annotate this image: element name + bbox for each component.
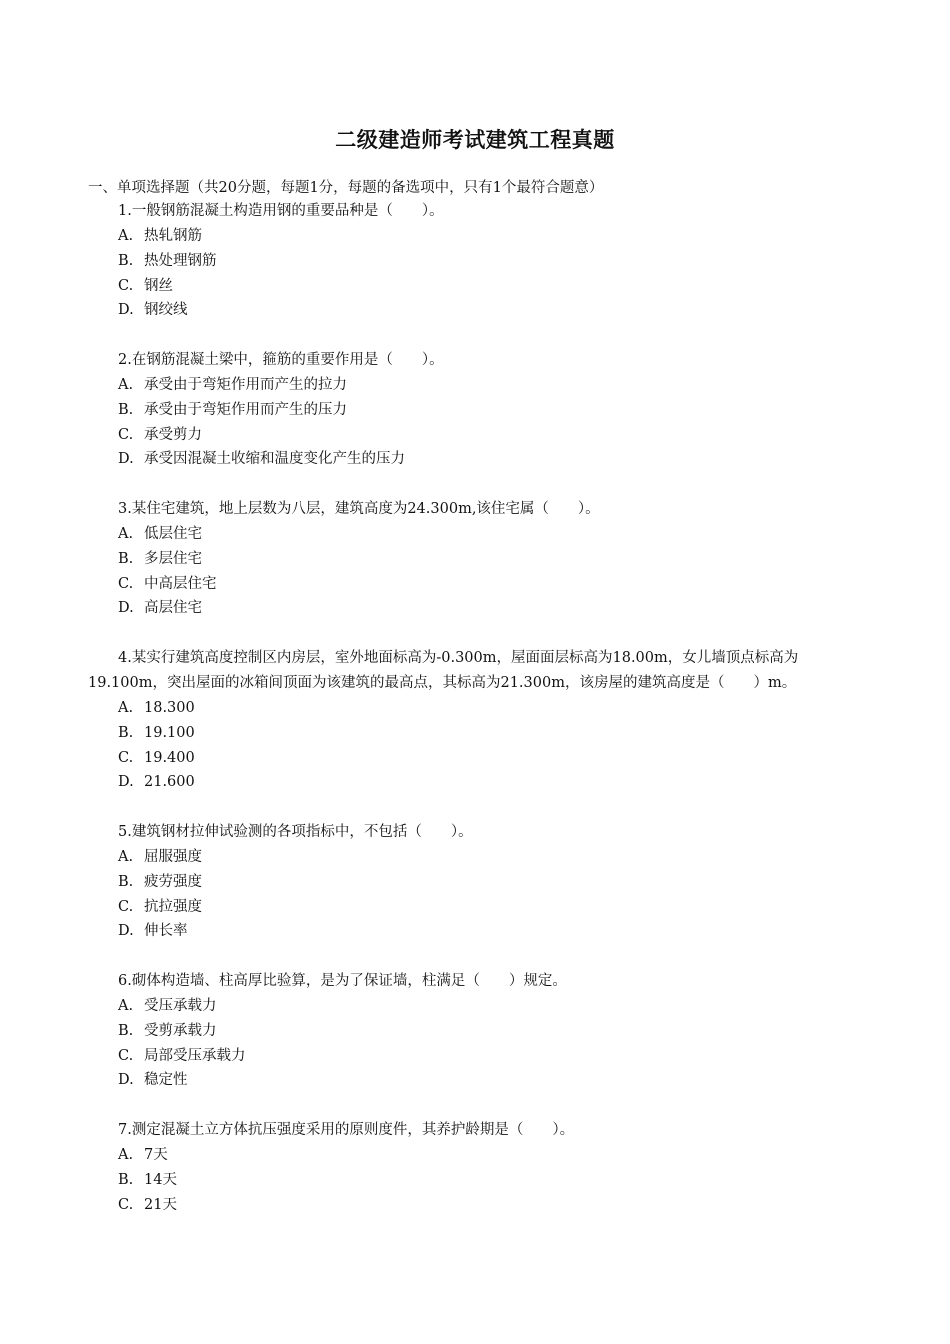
option-text: 热轧钢筋 <box>144 228 202 244</box>
question-2 <box>0 348 950 472</box>
question-1 <box>0 199 950 323</box>
option-text: 18.300 <box>144 699 195 716</box>
option-letter: A. <box>118 1146 134 1163</box>
question-7 <box>0 1118 950 1217</box>
option-letter: B. <box>118 252 134 269</box>
option-letter: C. <box>118 1196 134 1213</box>
option-a <box>0 696 950 721</box>
option-d <box>0 596 950 621</box>
option-text: 7天 <box>144 1146 168 1163</box>
question-4 <box>0 646 950 795</box>
option-text: 钢丝 <box>144 277 173 294</box>
option-letter: C. <box>118 277 134 294</box>
option-text: 受剪承载力 <box>144 1022 217 1039</box>
option-c <box>0 572 950 597</box>
option-text: 钢绞线 <box>144 302 188 319</box>
option-letter: C. <box>118 1047 134 1064</box>
option-text: 承受因混凝土收缩和温度变化产生的压力 <box>144 451 405 468</box>
question-6 <box>0 969 950 1093</box>
option-b <box>0 721 950 746</box>
question-5 <box>0 820 950 944</box>
question-text: 7.测定混凝土立方体抗压强度采用的原则度件，其养护龄期是（ ）。 <box>118 1121 575 1138</box>
option-b <box>0 870 950 895</box>
option-c <box>0 1044 950 1069</box>
option-c <box>0 274 950 299</box>
option-text: 稳定性 <box>144 1072 188 1089</box>
option-letter: A. <box>118 997 134 1014</box>
question-text: 2.在钢筋混凝土梁中，箍筋的重要作用是（ ）。 <box>118 351 444 368</box>
option-text: 受压承载力 <box>144 997 217 1014</box>
option-text: 19.400 <box>144 749 195 766</box>
option-a <box>0 845 950 870</box>
option-b <box>0 398 950 423</box>
option-letter: D. <box>118 600 134 617</box>
option-text: 低层住宅 <box>144 525 202 542</box>
question-list <box>0 199 950 1242</box>
option-text: 疲劳强度 <box>144 873 202 890</box>
option-letter: D. <box>118 1072 134 1089</box>
option-letter: C. <box>118 749 134 766</box>
question-text: 3.某住宅建筑，地上层数为八层，建筑高度为24.300m,该住宅属（ ）。 <box>118 500 600 517</box>
option-letter: D. <box>118 774 134 791</box>
option-d <box>0 447 950 472</box>
option-letter: D. <box>118 923 134 940</box>
option-text: 多层住宅 <box>144 550 202 567</box>
question-text: 4.某实行建筑高度控制区内房层，室外地面标高为-0.300m，屋面面层标高为18.00m，女儿墙顶点标高为19.100m，突出屋面的冰箱间顶面为该建筑的最高点，其标高为21.300m，该房屋的建筑高度是（ ）m。 <box>88 649 799 691</box>
option-d <box>0 298 950 323</box>
option-letter: C. <box>118 898 134 915</box>
option-a <box>0 373 950 398</box>
option-text: 屈服强度 <box>144 848 202 865</box>
option-text: 承受剪力 <box>144 426 202 443</box>
option-b <box>0 1019 950 1044</box>
option-text: 21.600 <box>144 774 195 791</box>
option-d <box>0 919 950 944</box>
option-letter: C. <box>118 426 134 443</box>
option-letter: A. <box>118 848 134 865</box>
question-3 <box>0 497 950 621</box>
option-letter: B. <box>118 724 134 741</box>
option-c <box>0 423 950 448</box>
option-text: 19.100 <box>144 724 195 741</box>
option-text: 承受由于弯矩作用而产生的压力 <box>144 401 347 418</box>
option-letter: A. <box>118 525 134 542</box>
option-letter: B. <box>118 873 134 890</box>
option-text: 局部受压承载力 <box>144 1047 246 1064</box>
option-letter: B. <box>118 550 134 567</box>
option-text: 伸长率 <box>144 923 188 940</box>
option-text: 中高层住宅 <box>144 575 217 592</box>
option-c <box>0 895 950 920</box>
option-text: 21天 <box>144 1196 177 1213</box>
option-letter: B. <box>118 1171 134 1188</box>
option-letter: A. <box>118 228 134 244</box>
option-text: 14天 <box>144 1171 177 1188</box>
option-a <box>0 994 950 1019</box>
question-text: 5.建筑钢材拉伸试验测的各项指标中，不包括（ ）。 <box>118 823 473 840</box>
option-letter: B. <box>118 1022 134 1039</box>
option-text: 高层住宅 <box>144 600 202 617</box>
option-b <box>0 1168 950 1193</box>
option-text: 热处理钢筋 <box>144 252 217 269</box>
section-heading: 一、单项选择题（共20分题，每题1分，每题的备选项中，只有1个最符合题意） <box>88 180 604 196</box>
option-letter: B. <box>118 401 134 418</box>
option-letter: D. <box>118 451 134 468</box>
option-a <box>0 522 950 547</box>
option-c <box>0 1193 950 1218</box>
option-a <box>0 1143 950 1168</box>
question-text: 1.一般钢筋混凝土构造用钢的重要品种是（ ）。 <box>118 203 444 219</box>
question-text: 6.砌体构造墙、柱高厚比验算，是为了保证墙，柱满足（ ）规定。 <box>118 972 567 989</box>
option-c <box>0 746 950 771</box>
option-letter: A. <box>118 699 134 716</box>
option-d <box>0 1068 950 1093</box>
option-b <box>0 249 950 274</box>
option-text: 承受由于弯矩作用而产生的拉力 <box>144 376 347 393</box>
option-letter: C. <box>118 575 134 592</box>
option-a <box>0 224 950 249</box>
option-d <box>0 770 950 795</box>
page-title: 二级建造师考试建筑工程真题 <box>335 128 615 152</box>
option-b <box>0 547 950 572</box>
option-letter: D. <box>118 302 134 319</box>
option-letter: A. <box>118 376 134 393</box>
option-text: 抗拉强度 <box>144 898 202 915</box>
